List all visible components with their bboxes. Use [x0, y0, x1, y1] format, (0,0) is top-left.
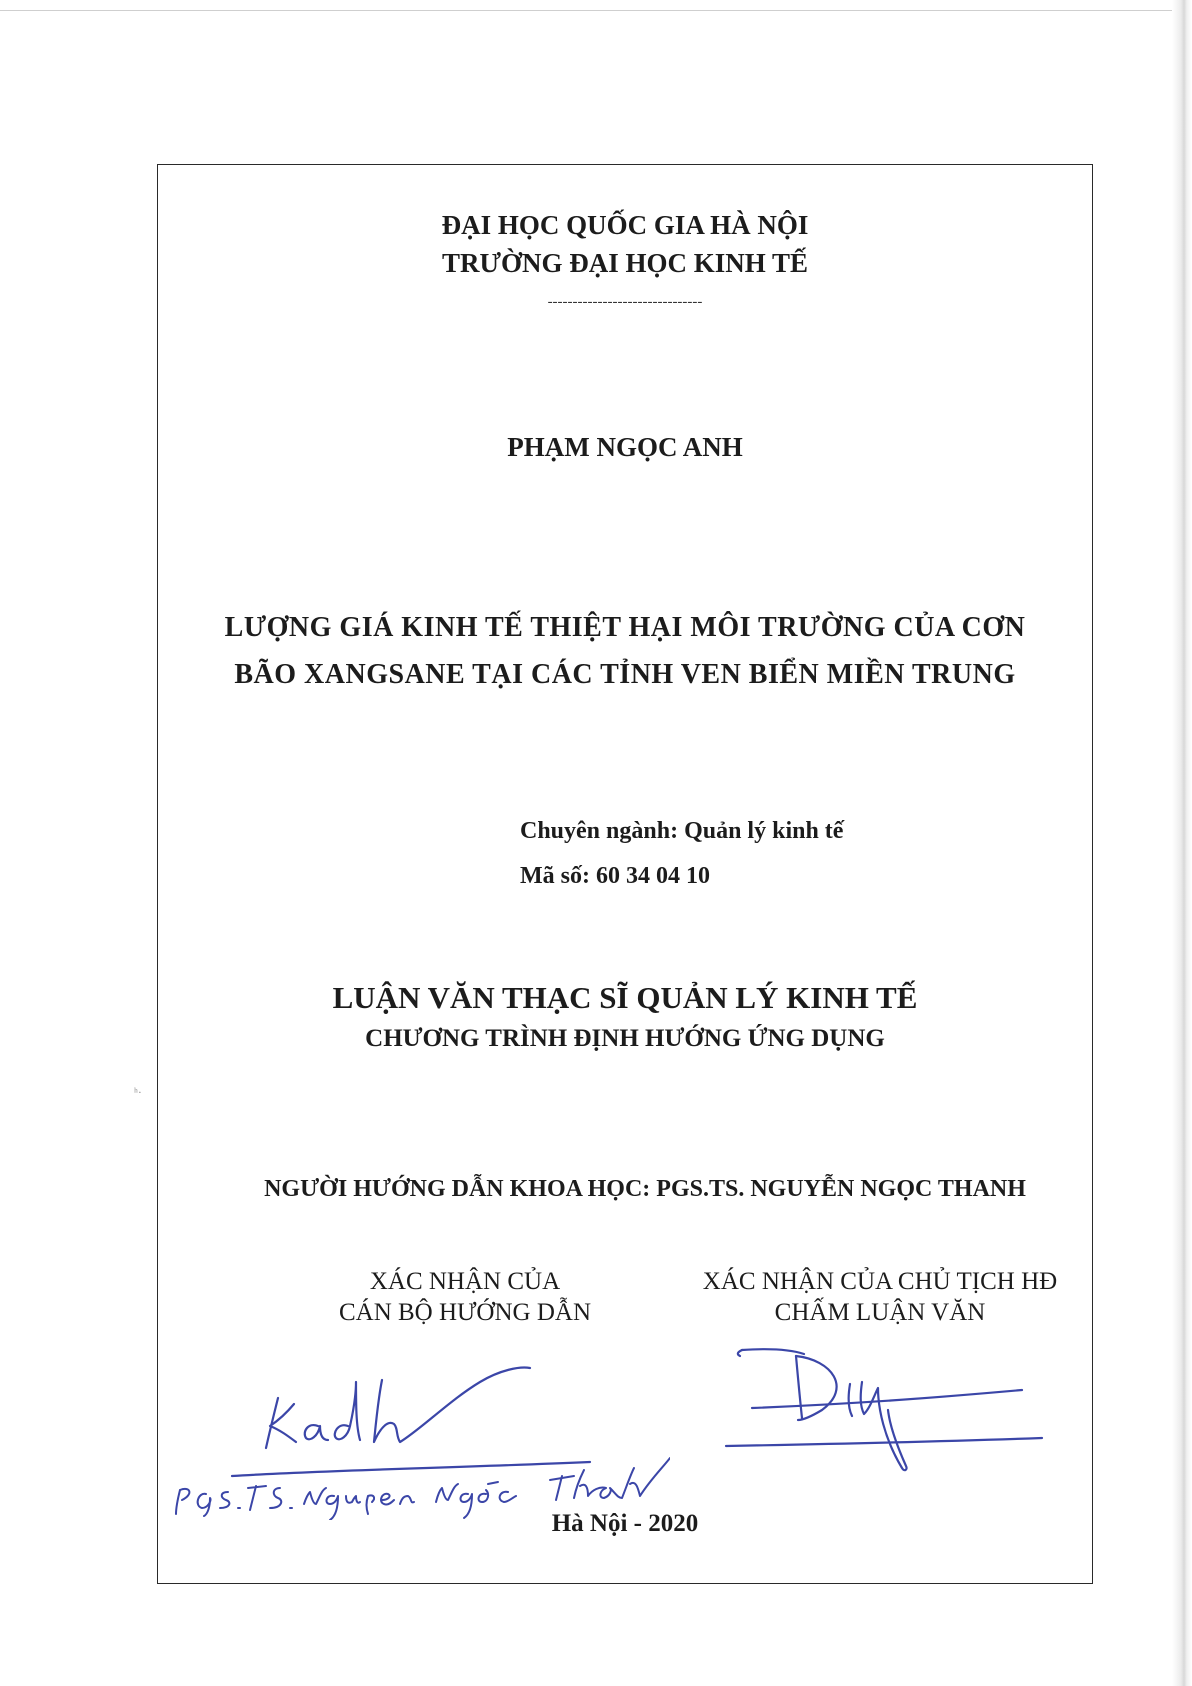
confirm-chair-line-2: CHẤM LUẬN VĂN	[774, 1299, 986, 1326]
header-separator: -------------------------------	[547, 294, 703, 310]
university-name: ĐẠI HỌC QUỐC GIA HÀ NỘI	[441, 210, 809, 240]
major-field: Chuyên ngành: Quản lý kinh tế	[520, 818, 844, 844]
degree-title: LUẬN VĂN THẠC SĨ QUẢN LÝ KINH TẾ	[332, 980, 918, 1015]
scan-right-edge	[1172, 0, 1192, 1686]
confirm-supervisor-line-1: XÁC NHẬN CỦA	[369, 1268, 561, 1295]
major-code: Mã số: 60 34 04 10	[520, 863, 710, 889]
place-date: Hà Nội - 2020	[551, 1510, 699, 1537]
school-name: TRƯỜNG ĐẠI HỌC KINH TẾ	[441, 248, 809, 278]
confirm-chair-block	[680, 1266, 1080, 1328]
supervisor-line: NGƯỜI HƯỚNG DẪN KHOA HỌC: PGS.TS. NGUYỄN NGỌC THANH	[264, 1176, 1026, 1202]
confirm-supervisor-block	[280, 1266, 650, 1328]
confirm-chair-line-1: XÁC NHẬN CỦA CHỦ TỊCH HĐ	[702, 1268, 1058, 1295]
chair-signature	[712, 1338, 1072, 1478]
stray-scan-mark: ʰ·	[134, 1085, 142, 1099]
thesis-title-line-2: BÃO XANGSANE TẠI CÁC TỈNH VEN BIỂN MIỀN TRUNG	[234, 659, 1016, 690]
degree-program: CHƯƠNG TRÌNH ĐỊNH HƯỚNG ỨNG DỤNG	[365, 1025, 885, 1052]
thesis-title-line-1: LƯỢNG GIÁ KINH TẾ THIỆT HẠI MÔI TRƯỜNG CỦA CƠN	[224, 612, 1026, 643]
scan-top-edge	[0, 10, 1192, 11]
confirm-supervisor-line-2: CÁN BỘ HƯỚNG DẪN	[338, 1299, 592, 1326]
supervisor-signature	[170, 1330, 670, 1520]
author-name: PHẠM NGỌC ANH	[507, 432, 743, 462]
